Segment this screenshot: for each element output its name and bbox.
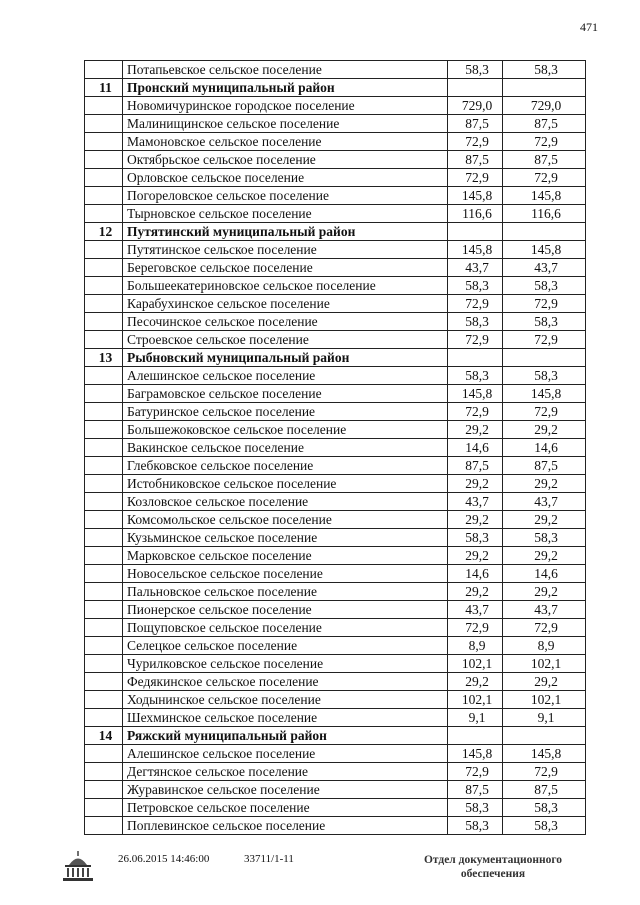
table-row	[85, 493, 586, 511]
settlement-name: Комсомольское сельское поселение	[123, 511, 448, 529]
table-row	[85, 475, 586, 493]
row-number	[85, 439, 123, 457]
table-row	[85, 511, 586, 529]
value-2: 87,5	[503, 781, 586, 799]
value-1: 43,7	[448, 259, 503, 277]
value-2: 29,2	[503, 583, 586, 601]
value-1: 29,2	[448, 475, 503, 493]
settlement-name: Селецкое сельское поселение	[123, 637, 448, 655]
table-row	[85, 763, 586, 781]
value-1: 729,0	[448, 97, 503, 115]
value-1: 145,8	[448, 187, 503, 205]
value-2: 43,7	[503, 493, 586, 511]
row-number	[85, 817, 123, 835]
row-number	[85, 709, 123, 727]
table-row	[85, 655, 586, 673]
settlement-name: Вакинское сельское поселение	[123, 439, 448, 457]
row-number	[85, 583, 123, 601]
value-2: 87,5	[503, 151, 586, 169]
table-row	[85, 673, 586, 691]
row-number	[85, 673, 123, 691]
value-1: 58,3	[448, 817, 503, 835]
value-1: 72,9	[448, 619, 503, 637]
table-row	[85, 205, 586, 223]
value-1: 87,5	[448, 457, 503, 475]
settlement-name: Рыбновский муниципальный район	[123, 349, 448, 367]
table-row	[85, 331, 586, 349]
value-2: 72,9	[503, 403, 586, 421]
value-1: 72,9	[448, 403, 503, 421]
value-1: 29,2	[448, 583, 503, 601]
district-row	[85, 223, 586, 241]
row-number	[85, 97, 123, 115]
value-2: 58,3	[503, 367, 586, 385]
value-1	[448, 727, 503, 745]
value-1: 102,1	[448, 655, 503, 673]
value-1: 9,1	[448, 709, 503, 727]
table-row	[85, 259, 586, 277]
department-line-2: обеспечения	[460, 868, 526, 880]
settlement-name: Шехминское сельское поселение	[123, 709, 448, 727]
settlement-name: Песочинское сельское поселение	[123, 313, 448, 331]
value-2: 58,3	[503, 277, 586, 295]
value-2: 72,9	[503, 133, 586, 151]
value-2: 43,7	[503, 601, 586, 619]
row-number	[85, 457, 123, 475]
table-row	[85, 403, 586, 421]
table-row	[85, 421, 586, 439]
value-1: 14,6	[448, 439, 503, 457]
settlement-name: Пощуповское сельское поселение	[123, 619, 448, 637]
value-2: 29,2	[503, 673, 586, 691]
settlement-name: Орловское сельское поселение	[123, 169, 448, 187]
value-1: 29,2	[448, 547, 503, 565]
table-row	[85, 601, 586, 619]
value-1: 116,6	[448, 205, 503, 223]
value-2: 72,9	[503, 295, 586, 313]
table-row	[85, 61, 586, 79]
row-number	[85, 547, 123, 565]
row-number	[85, 169, 123, 187]
value-2: 87,5	[503, 115, 586, 133]
row-number	[85, 799, 123, 817]
settlement-name: Журавинское сельское поселение	[123, 781, 448, 799]
value-2: 58,3	[503, 313, 586, 331]
value-2: 145,8	[503, 745, 586, 763]
row-number	[85, 691, 123, 709]
value-2	[503, 349, 586, 367]
settlement-name: Батуринское сельское поселение	[123, 403, 448, 421]
value-2: 72,9	[503, 763, 586, 781]
table-row	[85, 115, 586, 133]
value-2: 116,6	[503, 205, 586, 223]
value-1: 58,3	[448, 277, 503, 295]
row-number	[85, 655, 123, 673]
value-2: 729,0	[503, 97, 586, 115]
settlement-name: Алешинское сельское поселение	[123, 745, 448, 763]
value-1: 72,9	[448, 331, 503, 349]
row-number	[85, 781, 123, 799]
value-1: 87,5	[448, 781, 503, 799]
row-number	[85, 133, 123, 151]
table-row	[85, 565, 586, 583]
value-2: 9,1	[503, 709, 586, 727]
row-number	[85, 745, 123, 763]
row-number	[85, 151, 123, 169]
row-number	[85, 295, 123, 313]
table-row	[85, 799, 586, 817]
value-2: 29,2	[503, 511, 586, 529]
footer	[0, 845, 640, 895]
settlement-name: Ходынинское сельское поселение	[123, 691, 448, 709]
district-row	[85, 349, 586, 367]
row-number	[85, 385, 123, 403]
value-2: 29,2	[503, 421, 586, 439]
table-row	[85, 313, 586, 331]
value-1: 145,8	[448, 745, 503, 763]
table-row	[85, 277, 586, 295]
value-1: 58,3	[448, 313, 503, 331]
footer-date: 26.06.2015 14:46:00	[118, 853, 210, 865]
table-row	[85, 781, 586, 799]
settlement-name: Федякинское сельское поселение	[123, 673, 448, 691]
value-1: 58,3	[448, 799, 503, 817]
row-number: 13	[85, 349, 123, 367]
value-1: 43,7	[448, 493, 503, 511]
settlement-name: Береговское сельское поселение	[123, 259, 448, 277]
row-number	[85, 619, 123, 637]
table-row	[85, 691, 586, 709]
settlement-name: Глебковское сельское поселение	[123, 457, 448, 475]
value-1: 87,5	[448, 151, 503, 169]
table-row	[85, 367, 586, 385]
row-number	[85, 331, 123, 349]
value-1: 58,3	[448, 529, 503, 547]
value-1: 58,3	[448, 61, 503, 79]
row-number	[85, 475, 123, 493]
row-number: 12	[85, 223, 123, 241]
department-stamp	[408, 853, 578, 881]
settlement-name: Октябрьское сельское поселение	[123, 151, 448, 169]
row-number	[85, 61, 123, 79]
table-row	[85, 457, 586, 475]
row-number	[85, 565, 123, 583]
value-2: 72,9	[503, 619, 586, 637]
value-2	[503, 223, 586, 241]
table-row	[85, 709, 586, 727]
value-1: 72,9	[448, 133, 503, 151]
value-2: 43,7	[503, 259, 586, 277]
table-row	[85, 529, 586, 547]
row-number	[85, 421, 123, 439]
row-number	[85, 313, 123, 331]
value-2: 58,3	[503, 529, 586, 547]
table-row	[85, 547, 586, 565]
value-2: 145,8	[503, 385, 586, 403]
table-row	[85, 295, 586, 313]
settlement-name: Ряжский муниципальный район	[123, 727, 448, 745]
table-row	[85, 241, 586, 259]
page-number: 471	[580, 20, 598, 34]
settlement-name: Погореловское сельское поселение	[123, 187, 448, 205]
table-row	[85, 583, 586, 601]
row-number	[85, 367, 123, 385]
settlement-name: Петровское сельское поселение	[123, 799, 448, 817]
value-2: 102,1	[503, 655, 586, 673]
settlement-name: Поплевинское сельское поселение	[123, 817, 448, 835]
table-row	[85, 745, 586, 763]
value-2: 29,2	[503, 547, 586, 565]
row-number	[85, 241, 123, 259]
duma-building-icon	[60, 849, 96, 885]
settlement-name: Мамоновское сельское поселение	[123, 133, 448, 151]
settlement-name: Большеекатериновское сельское поселение	[123, 277, 448, 295]
row-number	[85, 277, 123, 295]
row-number	[85, 493, 123, 511]
value-2: 29,2	[503, 475, 586, 493]
settlement-name: Путятинское сельское поселение	[123, 241, 448, 259]
row-number	[85, 403, 123, 421]
row-number	[85, 529, 123, 547]
settlement-name: Алешинское сельское поселение	[123, 367, 448, 385]
value-1: 29,2	[448, 421, 503, 439]
department-line-1: Отдел документационного	[423, 854, 563, 866]
district-row	[85, 79, 586, 97]
value-2: 102,1	[503, 691, 586, 709]
value-1	[448, 79, 503, 97]
district-row	[85, 727, 586, 745]
table-row	[85, 619, 586, 637]
row-number	[85, 205, 123, 223]
value-2: 72,9	[503, 331, 586, 349]
row-number	[85, 259, 123, 277]
value-2: 8,9	[503, 637, 586, 655]
value-1: 72,9	[448, 169, 503, 187]
value-1: 58,3	[448, 367, 503, 385]
settlement-name: Чурилковское сельское поселение	[123, 655, 448, 673]
settlement-name: Дегтянское сельское поселение	[123, 763, 448, 781]
settlement-name: Козловское сельское поселение	[123, 493, 448, 511]
value-1: 29,2	[448, 673, 503, 691]
settlement-name: Пионерское сельское поселение	[123, 601, 448, 619]
settlement-name: Тырновское сельское поселение	[123, 205, 448, 223]
row-number: 11	[85, 79, 123, 97]
settlement-name: Путятинский муниципальный район	[123, 223, 448, 241]
settlement-name: Большежоковское сельское поселение	[123, 421, 448, 439]
settlement-name: Пронский муниципальный район	[123, 79, 448, 97]
value-2: 145,8	[503, 187, 586, 205]
row-number: 14	[85, 727, 123, 745]
value-1: 29,2	[448, 511, 503, 529]
row-number	[85, 115, 123, 133]
value-1: 145,8	[448, 385, 503, 403]
row-number	[85, 187, 123, 205]
settlement-name: Кузьминское сельское поселение	[123, 529, 448, 547]
document-code: 33711/1-11	[244, 853, 294, 865]
settlement-name: Пальновское сельское поселение	[123, 583, 448, 601]
settlement-name: Карабухинское сельское поселение	[123, 295, 448, 313]
budget-table	[84, 60, 586, 835]
table-row	[85, 169, 586, 187]
settlement-name: Баграмовское сельское поселение	[123, 385, 448, 403]
table-row	[85, 133, 586, 151]
value-1: 72,9	[448, 763, 503, 781]
value-1	[448, 349, 503, 367]
value-1: 102,1	[448, 691, 503, 709]
value-2: 14,6	[503, 565, 586, 583]
value-1	[448, 223, 503, 241]
table-row	[85, 385, 586, 403]
settlement-name: Новомичуринское городское поселение	[123, 97, 448, 115]
value-1: 14,6	[448, 565, 503, 583]
settlement-name: Потапьевское сельское поселение	[123, 61, 448, 79]
value-2	[503, 727, 586, 745]
table-row	[85, 151, 586, 169]
value-2	[503, 79, 586, 97]
row-number	[85, 511, 123, 529]
value-2: 14,6	[503, 439, 586, 457]
table-row	[85, 187, 586, 205]
table-row	[85, 637, 586, 655]
value-2: 58,3	[503, 817, 586, 835]
value-2: 58,3	[503, 799, 586, 817]
value-1: 145,8	[448, 241, 503, 259]
settlement-name: Строевское сельское поселение	[123, 331, 448, 349]
value-1: 87,5	[448, 115, 503, 133]
table-row	[85, 439, 586, 457]
value-2: 58,3	[503, 61, 586, 79]
table-row	[85, 817, 586, 835]
table-row	[85, 97, 586, 115]
value-1: 43,7	[448, 601, 503, 619]
settlement-name: Марковское сельское поселение	[123, 547, 448, 565]
value-2: 87,5	[503, 457, 586, 475]
value-2: 72,9	[503, 169, 586, 187]
row-number	[85, 637, 123, 655]
row-number	[85, 763, 123, 781]
settlement-name: Истобниковское сельское поселение	[123, 475, 448, 493]
settlement-name: Новосельское сельское поселение	[123, 565, 448, 583]
table-body	[85, 61, 586, 835]
value-2: 145,8	[503, 241, 586, 259]
value-1: 72,9	[448, 295, 503, 313]
value-1: 8,9	[448, 637, 503, 655]
row-number	[85, 601, 123, 619]
settlement-name: Малинищинское сельское поселение	[123, 115, 448, 133]
